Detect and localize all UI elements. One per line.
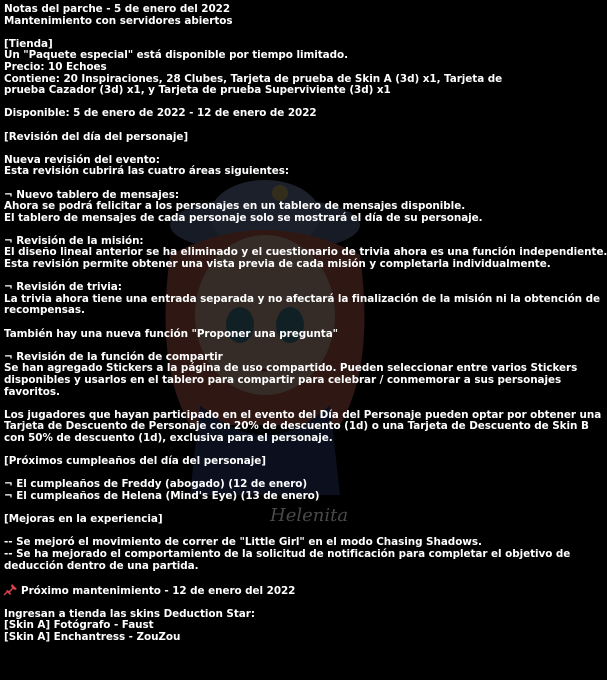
character-day-heading: [Revisión del día del personaje] [4,130,189,143]
share-text: favoritos. [4,385,60,398]
spacer [4,143,540,155]
store-price: Precio: 10 Echoes [4,60,107,73]
improvements-heading: [Mejoras en la experiencia] [4,513,163,526]
discount-text: Tarjeta de Descuento de Personaje con 20% de descuento (1d) o una Tarjeta de Descuento de Skin B [4,420,589,433]
patch-notes [4,3,607,644]
store-contents: Contiene: 20 Inspiraciones, 28 Clubes, Tarjeta de prueba de Skin A (3d) x1, Tarjeta de prueba Cazador (3d) x1, y Tarjeta de prueba Superviviente (3d) x1 [4,72,503,97]
patch-title: Notas del parche - 5 de enero del 2022 [4,3,231,15]
skin-item: [Skin A] Enchantress - ZouZou [4,631,181,644]
birthday-item: ¬ El cumpleaños de Freddy (abogado) (12 de enero) [4,478,308,491]
patch-subtitle: Mantenimiento con servidores abiertos [4,14,233,27]
store-availability: Disponible: 5 de enero de 2022 - 12 de enero de 2022 [4,107,317,120]
signature-watermark: Helenita [270,505,349,526]
next-maintenance-text: Próximo mantenimiento - 12 de enero del 2022 [21,584,296,597]
trivia-text: recompensas. [4,304,85,317]
mission-title: ¬ Revisión de la misión: [4,234,144,247]
pushpin-icon [4,584,17,595]
mission-text: Esta revisión permite obtener una vista previa de cada misión y completarla individualmente. [4,258,551,271]
birthdays-heading: [Próximos cumpleaños del día del personaje] [4,455,266,468]
next-maintenance [4,584,540,598]
birthday-item: ¬ El cumpleaños de Helena (Mind's Eye) (13 de enero) [4,489,320,502]
store-heading: [Tienda] [4,37,53,50]
skins-intro: Ingresan a tienda las skins Deduction Star: [4,607,255,620]
mission-text: El diseño lineal anterior se ha eliminado y el cuestionario de trivia ahora es una función independiente. [4,246,607,259]
spacer [4,178,540,190]
improvement-item: -- Se ha mejorado el comportamiento de la solicitud de notificación para completar el objetivo de [4,547,571,560]
improvement-item: -- Se mejoró el movimiento de correr de "Little Girl" en el modo Chasing Shadows. [4,536,482,549]
discount-text: con 50% de descuento (1d), exclusiva para el personaje. [4,431,333,444]
improvement-item: deducción dentro de una partida. [4,559,199,572]
spacer [4,27,540,39]
board-title: ¬ Nuevo tablero de mensajes: [4,188,180,201]
trivia-title: ¬ Revisión de trivia: [4,281,122,294]
board-text: El tablero de mensajes de cada personaje solo se mostrará el día de su personaje. [4,211,483,224]
trivia-text: La trivia ahora tiene una entrada separada y no afectará la finalización de la misión ni la obtención de [4,292,600,305]
skin-item: [Skin A] Fotógrafo - Faust [4,619,154,632]
spacer [4,120,540,132]
spacer [4,572,540,584]
event-title: Nueva revisión del evento: [4,153,160,166]
share-text: disponibles y usarlos en el tablero para compartir para celebrar / conmemorar a sus personajes [4,374,562,386]
event-description: Esta revisión cubrirá las cuatro áreas siguientes: [4,165,289,178]
share-text: Se han agregado Stickers a la página de uso compartido. Pueden seleccionar entre varios Stickers [4,362,578,375]
store-line: Un "Paquete especial" está disponible por tiempo limitado. [4,49,349,62]
propose-question-note: También hay una nueva función "Proponer una pregunta" [4,327,339,340]
spacer [4,317,540,329]
share-title: ¬ Revisión de la función de compartir [4,350,223,363]
discount-text: Los jugadores que hayan participado en el evento del Día del Personaje pueden optar por obtener una [4,408,602,421]
board-text: Ahora se podrá felicitar a los personajes en un tablero de mensajes disponible. [4,200,466,213]
